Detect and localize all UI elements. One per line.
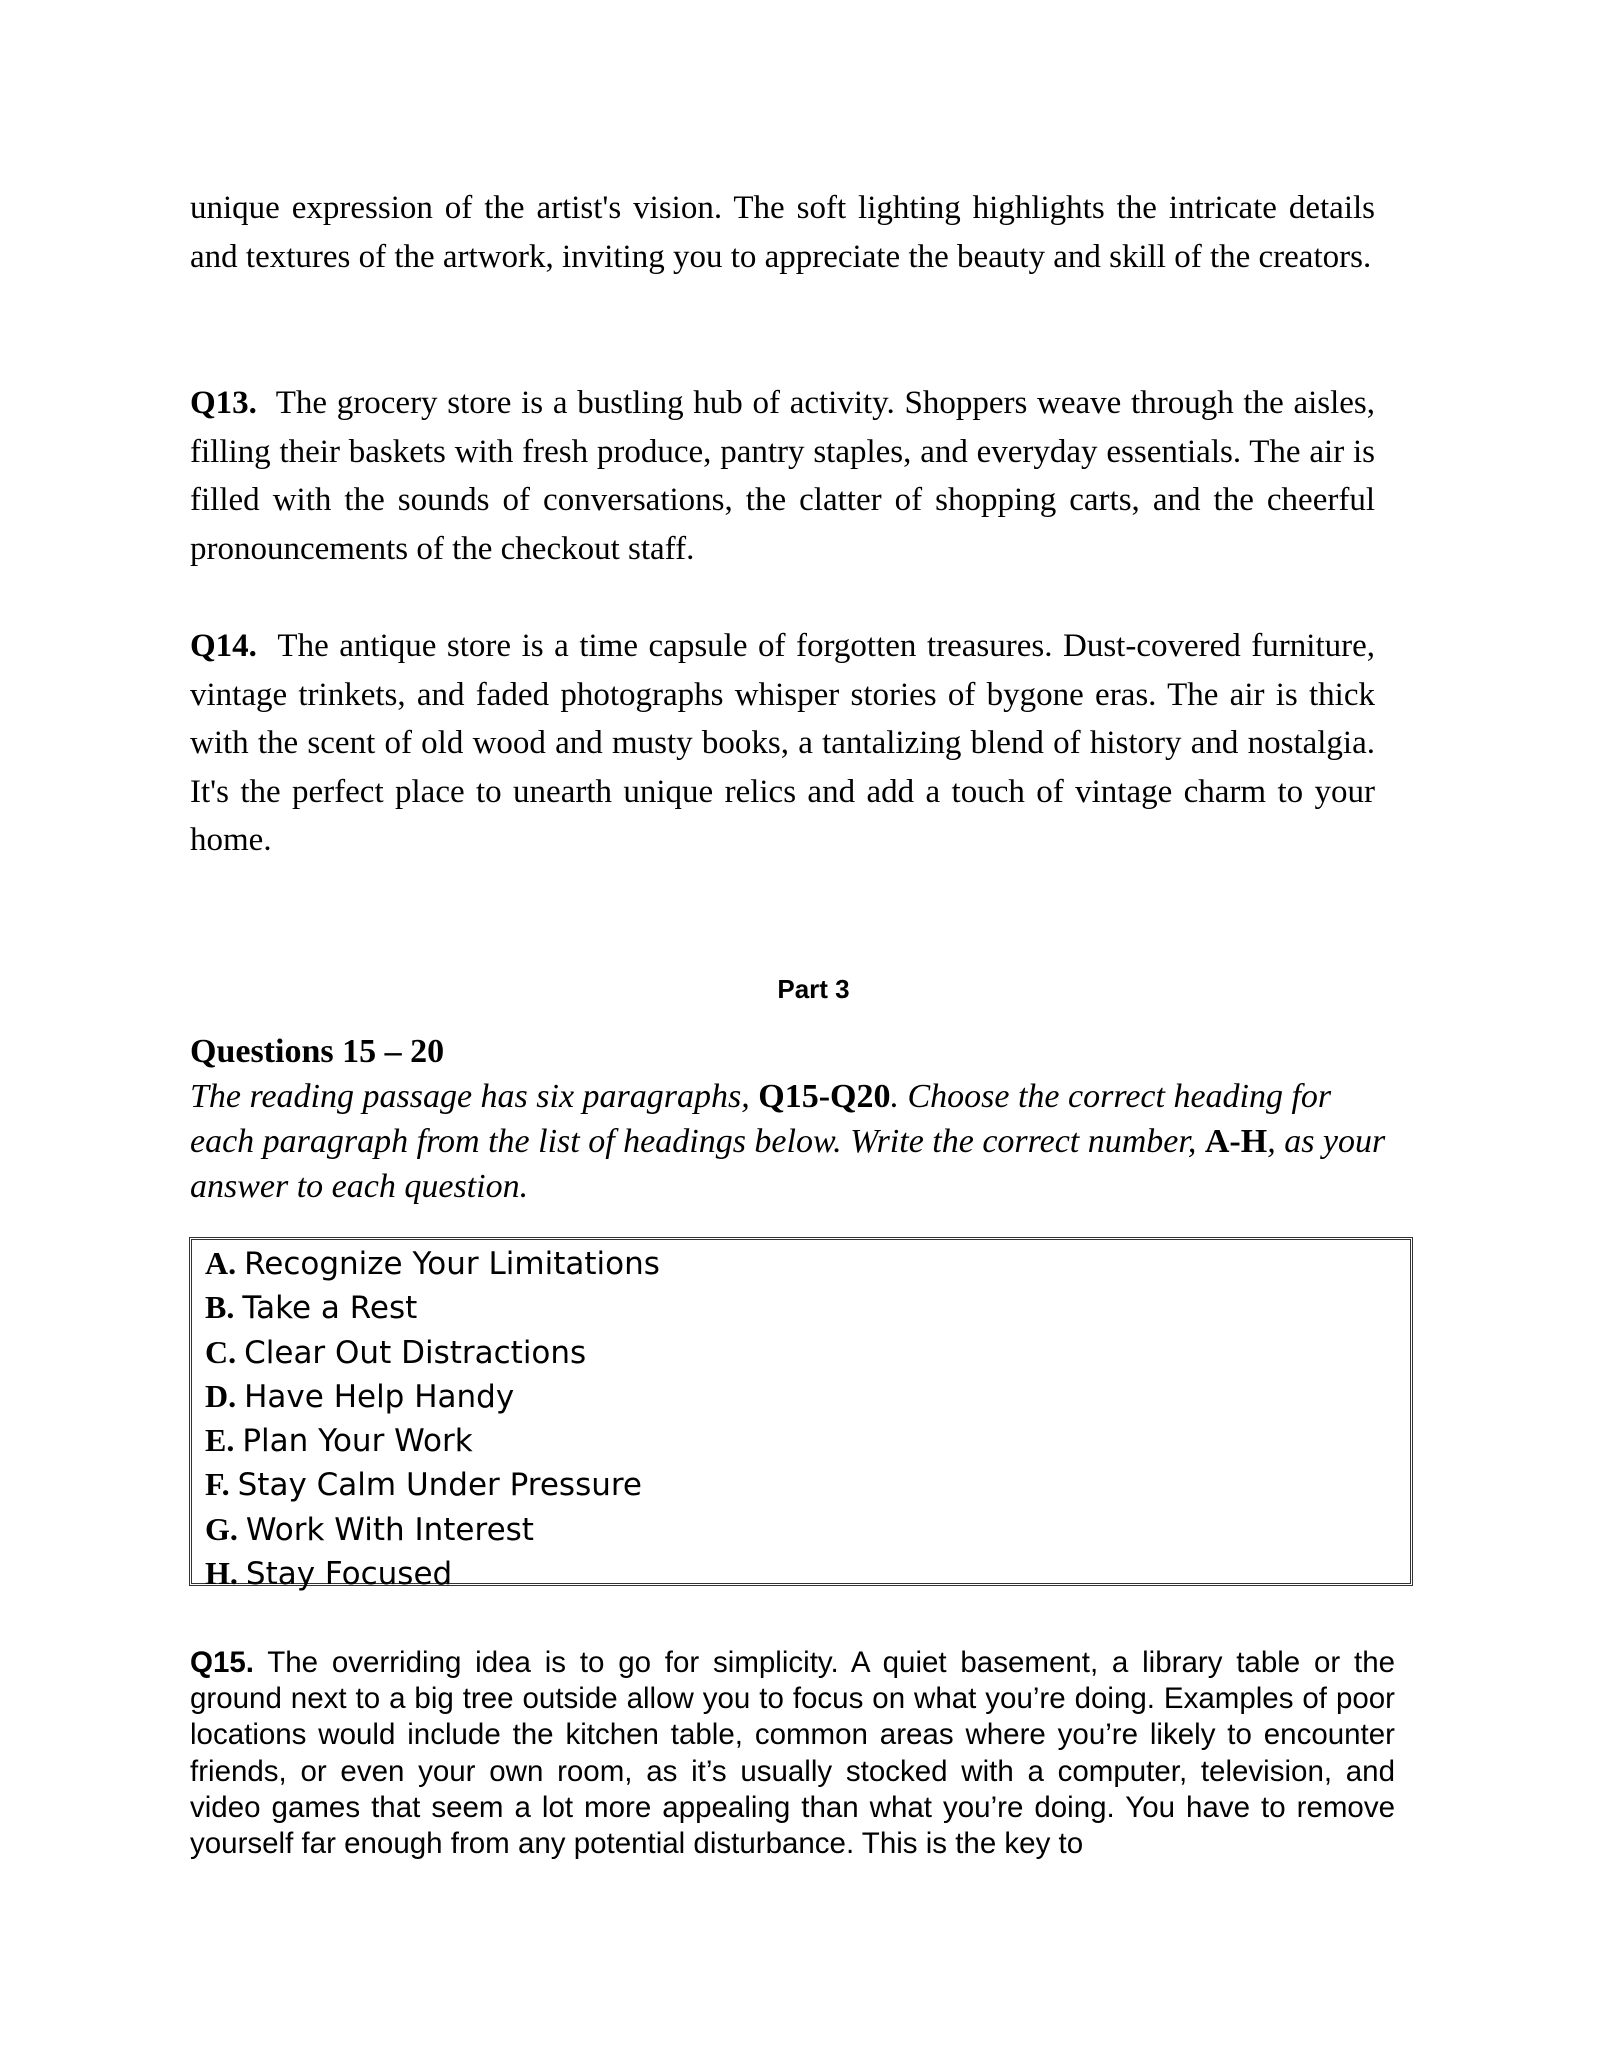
heading-text: Clear Out Distractions bbox=[244, 1334, 587, 1371]
instructions-part2: . Choose the correct heading for each paragraph from the list of headings below. Write the correct number, bbox=[190, 1078, 1332, 1160]
heading-item-c bbox=[205, 1331, 1410, 1375]
question-13-text: The grocery store is a bustling hub of activity. Shoppers weave through the aisles, filling their baskets with fresh produce, pantry staples, and everyday essentials. The air is filled with the sounds of conversations, the clatter of shopping carts, and the cheerful pronouncements of the checkout staff. bbox=[190, 385, 1376, 567]
heading-text: Work With Interest bbox=[245, 1511, 534, 1548]
heading-letter: C. bbox=[205, 1333, 237, 1370]
part-title: Part 3 bbox=[777, 974, 850, 1004]
heading-letter: G. bbox=[205, 1510, 238, 1547]
instructions-part1: The reading passage has six paragraphs, bbox=[190, 1078, 759, 1115]
heading-text: Take a Rest bbox=[242, 1290, 418, 1327]
intro-text: unique expression of the artist's vision. The soft lighting highlights the intricate details and textures of the artwork, inviting you to appreciate the beauty and skill of the creators. bbox=[190, 190, 1375, 275]
heading-item-b bbox=[205, 1286, 1410, 1330]
heading-text: Stay Focused bbox=[245, 1556, 453, 1593]
heading-text: Recognize Your Limitations bbox=[244, 1246, 660, 1282]
heading-letter: D. bbox=[205, 1377, 237, 1414]
instructions bbox=[190, 1074, 1395, 1209]
instructions-part3: , as your answer to each question. bbox=[190, 1123, 1386, 1205]
heading-text: Have Help Handy bbox=[244, 1378, 515, 1415]
question-13-label: Q13. bbox=[190, 385, 257, 421]
heading-letter: A. bbox=[205, 1245, 237, 1281]
questions-heading: Questions 15 – 20 bbox=[190, 1033, 445, 1070]
heading-item-e bbox=[205, 1419, 1410, 1463]
question-14-paragraph bbox=[190, 622, 1375, 865]
instructions-range: Q15-Q20 bbox=[758, 1078, 891, 1115]
heading-text: Plan Your Work bbox=[242, 1423, 473, 1460]
heading-item-f bbox=[205, 1463, 1410, 1507]
heading-item-h bbox=[205, 1552, 1410, 1596]
heading-item-a bbox=[205, 1242, 1410, 1286]
question-15-label: Q15. bbox=[190, 1646, 254, 1679]
instructions-letters: A-H bbox=[1204, 1123, 1268, 1160]
heading-item-g bbox=[205, 1508, 1410, 1552]
heading-letter: H. bbox=[205, 1555, 238, 1592]
question-13-paragraph bbox=[190, 379, 1375, 573]
heading-letter: B. bbox=[205, 1289, 235, 1326]
heading-letter: F. bbox=[205, 1466, 230, 1503]
heading-item-d bbox=[205, 1375, 1410, 1419]
heading-text: Stay Calm Under Pressure bbox=[237, 1467, 643, 1504]
question-14-text: The antique store is a time capsule of forgotten treasures. Dust-covered furniture, vintage trinkets, and faded photographs whisper stories of bygone eras. The air is thick with the scent of old wood and musty books, a tantalizing blend of history and nostalgia. It's the perfect place to unearth unique relics and add a touch of vintage charm to your home. bbox=[190, 628, 1376, 858]
question-15-paragraph bbox=[190, 1645, 1395, 1862]
list-of-headings bbox=[189, 1237, 1413, 1593]
heading-letter: E. bbox=[205, 1422, 235, 1459]
question-14-label: Q14. bbox=[190, 628, 257, 664]
intro-paragraph bbox=[190, 184, 1375, 281]
question-15-text: The overriding idea is to go for simplicity. A quiet basement, a library table or the ground next to a big tree outside allow you to focus on what you’re doing. Examples of poor locations would include the kitchen table, common areas where you’re likely to encounter friends, or even your own room, as it’s usually stocked with a computer, television, and video games that seem a lot more appealing than what you’re doing. You have to remove yourself far enough from any potential disturbance. This is the key to bbox=[190, 1646, 1396, 1861]
